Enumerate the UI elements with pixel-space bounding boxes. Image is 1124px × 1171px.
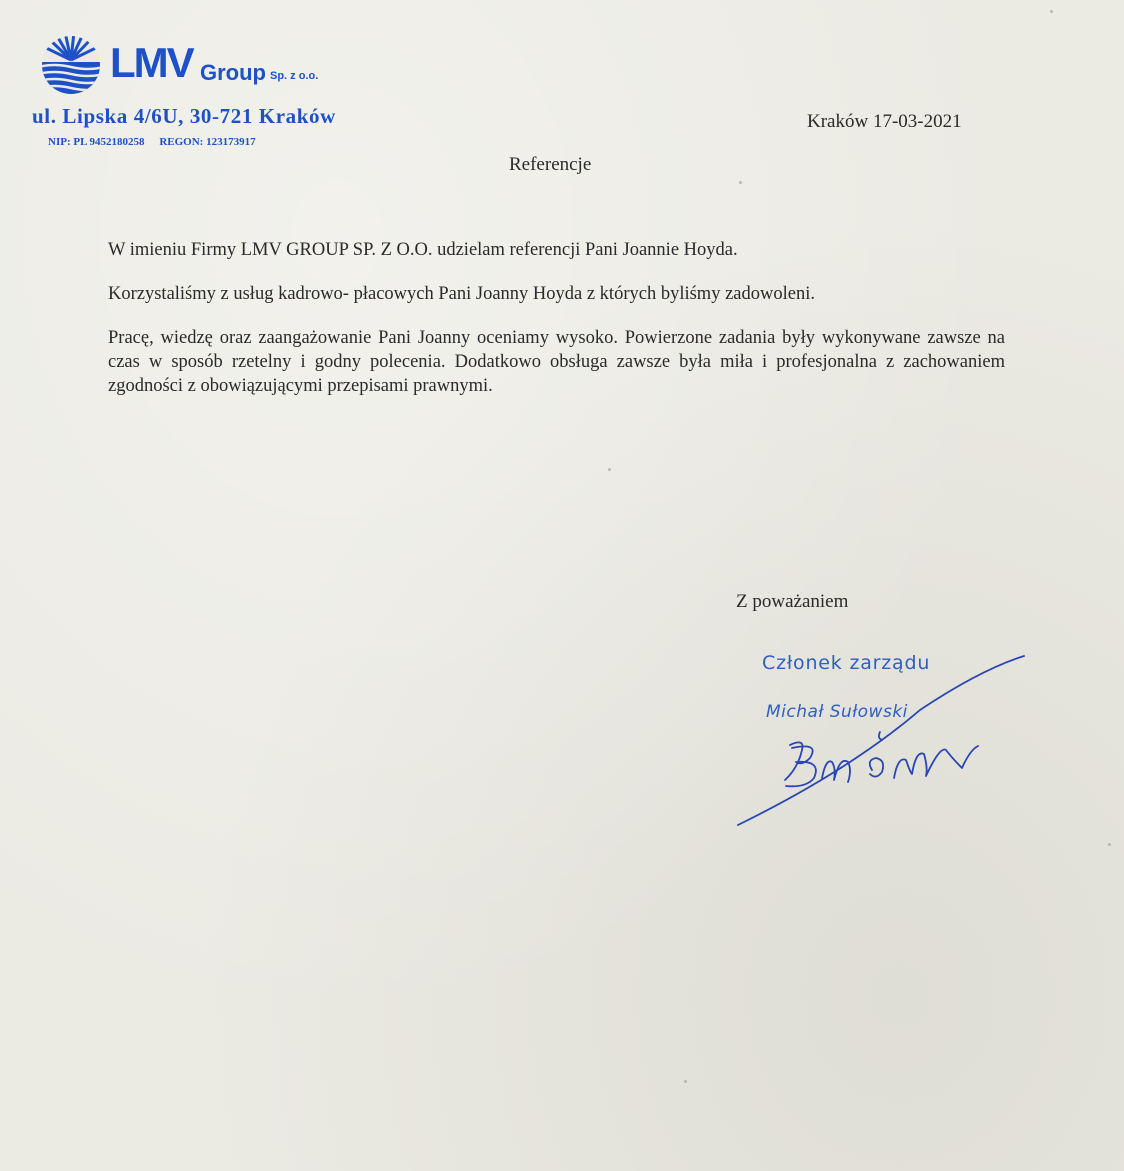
sun-logo-icon xyxy=(38,34,104,94)
paper-speck xyxy=(684,1080,687,1083)
body-paragraph: Pracę, wiedzę oraz zaangażowanie Pani Joanny oceniamy wysoko. Powierzone zadania były wykonywane zawsze na czas w sposób rzetelny i godny polecenia. Dodatkowo obsługa zawsze była miła i profesjonalna z zachowaniem zgodności z obowiązującymi przepisami prawnymi. xyxy=(108,328,1005,396)
nip-number: NIP: PL 9452180258 xyxy=(48,136,145,148)
closing-phrase: Z poważaniem xyxy=(736,591,849,612)
handwritten-signature-icon xyxy=(730,650,1040,840)
company-logo xyxy=(38,34,358,94)
signatory-role-stamp: Członek zarządu xyxy=(762,652,931,674)
company-address: ul. Lipska 4/6U, 30-721 Kraków xyxy=(32,104,336,128)
regon-number: REGON: 123173917 xyxy=(159,136,256,148)
logo-group-text: Group xyxy=(200,60,266,85)
paper-speck xyxy=(739,181,742,184)
logo-legal-form: Sp. z o.o. xyxy=(270,70,319,82)
body-paragraph: Korzystaliśmy z usług kadrowo- płacowych Pani Joanny Hoyda z których byliśmy zadowoleni. xyxy=(108,284,815,304)
body-paragraph: W imieniu Firmy LMV GROUP SP. Z O.O. udzielam referencji Pani Joannie Hoyda. xyxy=(108,240,738,260)
letter-title: Referencje xyxy=(509,154,592,175)
logo-brand-text: LMV xyxy=(110,39,193,86)
signatory-name-stamp: Michał Sułowski xyxy=(766,702,908,722)
letter-body xyxy=(108,238,1005,418)
letter-date: Kraków 17-03-2021 xyxy=(807,111,962,132)
company-ids xyxy=(48,136,256,148)
paper-speck xyxy=(1108,843,1111,846)
paper-speck xyxy=(1050,10,1053,13)
paper-speck xyxy=(608,468,611,471)
